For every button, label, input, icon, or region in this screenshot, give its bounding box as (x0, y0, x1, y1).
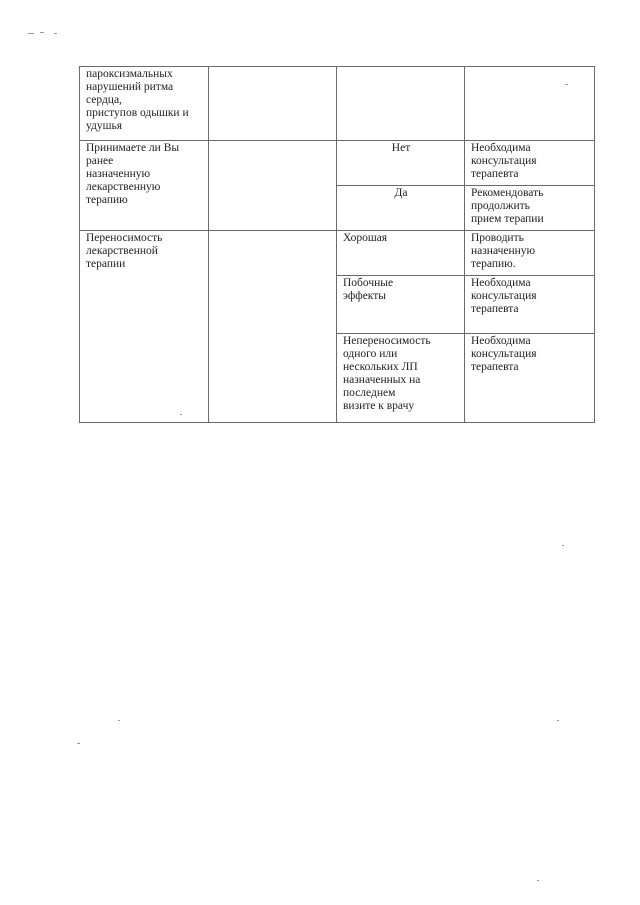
scan-artifact (118, 720, 120, 721)
question-text: Принимаете ли Вы ранее назначенную лекарственную терапию (86, 142, 180, 206)
answer-text: Побочные эффекты (343, 277, 394, 302)
action-cell (465, 276, 595, 334)
action-text: Необходима консультация терапевта (471, 335, 537, 373)
table-row (80, 141, 595, 186)
table-row (80, 67, 595, 141)
answer-text: Нет (391, 142, 411, 154)
scan-artifact (77, 743, 80, 744)
answer-cell (337, 334, 465, 423)
action-text: Необходима консультация терапевта (471, 142, 537, 180)
question-cell (80, 231, 209, 423)
answer-cell (337, 67, 465, 141)
action-cell (465, 186, 595, 231)
questionnaire-table (79, 66, 595, 423)
scan-artifact (557, 720, 559, 721)
table-row (80, 231, 595, 276)
action-text: Проводить назначенную терапию. (471, 232, 536, 270)
question-cell (80, 141, 209, 231)
scan-artifact (54, 33, 57, 34)
empty-cell (209, 231, 337, 423)
answer-text: Непереносимость одного или нескольких ЛП назначенных на последнем визите к врачу (343, 335, 431, 412)
action-cell (465, 334, 595, 423)
action-text: Необходима консультация терапевта (471, 277, 537, 315)
empty-cell (209, 67, 337, 141)
question-cell (80, 67, 209, 141)
scan-artifact (40, 32, 44, 33)
scan-artifact (537, 880, 539, 881)
answer-cell (337, 231, 465, 276)
answer-cell (337, 276, 465, 334)
answer-cell (337, 141, 465, 186)
empty-cell (209, 141, 337, 231)
scan-artifact (562, 545, 564, 546)
answer-cell (337, 186, 465, 231)
question-text: Переносимость лекарственной терапии (86, 232, 163, 270)
action-cell (465, 67, 595, 141)
action-cell (465, 231, 595, 276)
scan-artifact (28, 33, 34, 34)
action-text: Рекомендовать продолжить прием терапии (471, 187, 544, 225)
answer-text: Да (394, 187, 408, 199)
action-cell (465, 141, 595, 186)
question-text: пароксизмальных нарушений ритма сердца, приступов одышки и удушья (86, 68, 189, 132)
answer-text: Хорошая (343, 232, 388, 244)
